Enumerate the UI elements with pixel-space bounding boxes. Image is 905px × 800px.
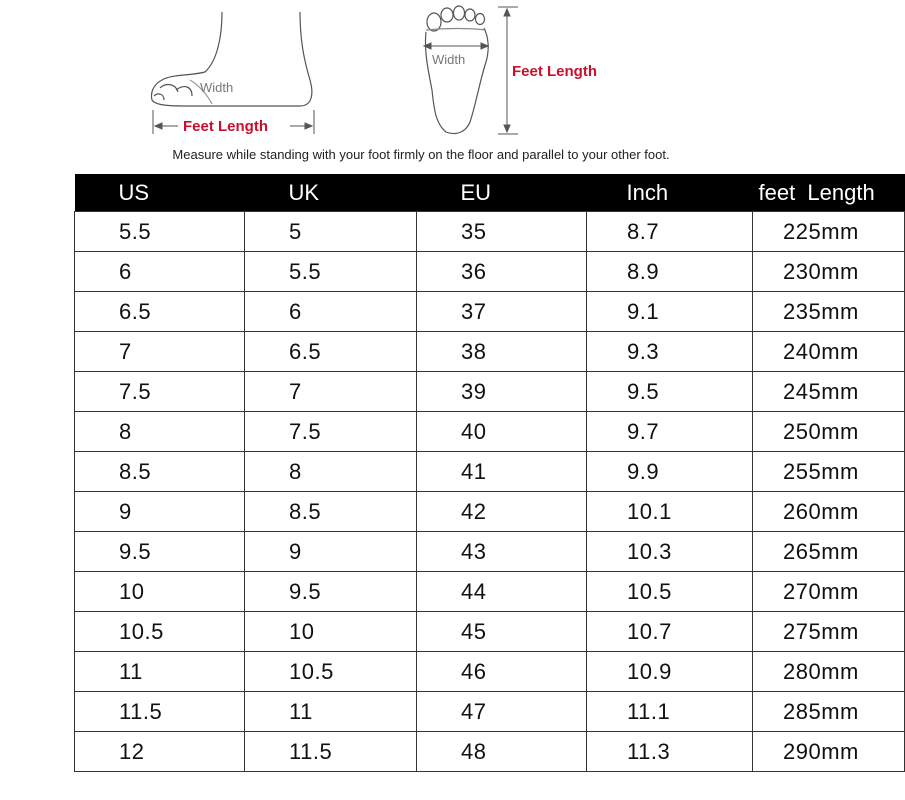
us-size-cell: 11.5 (75, 692, 245, 732)
table-row (75, 692, 905, 732)
us-size-cell: 6.5 (75, 292, 245, 332)
top-width-label: Width (432, 52, 466, 67)
table-row (75, 412, 905, 452)
us-size-cell: 5.5 (75, 212, 245, 252)
uk-size-cell: 11 (245, 692, 417, 732)
eu-size-cell: 37 (417, 292, 587, 332)
us-size-cell: 9 (75, 492, 245, 532)
size-rows (75, 212, 905, 772)
us-size-cell: 12 (75, 732, 245, 772)
us-size-cell: 9.5 (75, 532, 245, 572)
header-feet-length: feet Length (753, 174, 905, 212)
top-length-label: Feet Length (512, 63, 597, 80)
table-row (75, 652, 905, 692)
inch-size-cell: 10.5 (587, 572, 753, 612)
foot-length-cell: 260mm (753, 492, 905, 532)
table-row (75, 372, 905, 412)
inch-size-cell: 10.1 (587, 492, 753, 532)
uk-size-cell: 8.5 (245, 492, 417, 532)
foot-length-cell: 250mm (753, 412, 905, 452)
foot-length-cell: 275mm (753, 612, 905, 652)
eu-size-cell: 46 (417, 652, 587, 692)
uk-size-cell: 9.5 (245, 572, 417, 612)
eu-size-cell: 35 (417, 212, 587, 252)
us-size-cell: 10 (75, 572, 245, 612)
foot-length-cell: 270mm (753, 572, 905, 612)
foot-length-cell: 240mm (753, 332, 905, 372)
header-us: US (75, 174, 245, 212)
uk-size-cell: 7.5 (245, 412, 417, 452)
top-view-foot (425, 6, 488, 134)
table-row (75, 572, 905, 612)
inch-size-cell: 9.3 (587, 332, 753, 372)
table-header-row (75, 174, 905, 212)
eu-size-cell: 43 (417, 532, 587, 572)
us-size-cell: 11 (75, 652, 245, 692)
us-size-cell: 8 (75, 412, 245, 452)
foot-measurement-diagram (0, 0, 800, 170)
eu-size-cell: 39 (417, 372, 587, 412)
eu-size-cell: 44 (417, 572, 587, 612)
side-length-label: Feet Length (183, 118, 268, 135)
eu-size-cell: 38 (417, 332, 587, 372)
table-row (75, 212, 905, 252)
foot-length-cell: 265mm (753, 532, 905, 572)
top-width-arrow (424, 43, 488, 49)
inch-size-cell: 9.1 (587, 292, 753, 332)
uk-size-cell: 5.5 (245, 252, 417, 292)
eu-size-cell: 41 (417, 452, 587, 492)
table-row (75, 732, 905, 772)
table-row (75, 292, 905, 332)
uk-size-cell: 9 (245, 532, 417, 572)
inch-size-cell: 9.7 (587, 412, 753, 452)
us-size-cell: 6 (75, 252, 245, 292)
uk-size-cell: 7 (245, 372, 417, 412)
table-row (75, 612, 905, 652)
inch-size-cell: 10.9 (587, 652, 753, 692)
foot-length-cell: 225mm (753, 212, 905, 252)
inch-size-cell: 10.7 (587, 612, 753, 652)
table-row (75, 532, 905, 572)
uk-size-cell: 8 (245, 452, 417, 492)
eu-size-cell: 47 (417, 692, 587, 732)
eu-size-cell: 42 (417, 492, 587, 532)
us-size-cell: 7 (75, 332, 245, 372)
size-chart-table (74, 174, 905, 772)
foot-length-cell: 235mm (753, 292, 905, 332)
us-size-cell: 8.5 (75, 452, 245, 492)
inch-size-cell: 11.1 (587, 692, 753, 732)
table-row (75, 492, 905, 532)
table-row (75, 332, 905, 372)
foot-length-cell: 255mm (753, 452, 905, 492)
foot-length-cell: 230mm (753, 252, 905, 292)
header-uk: UK (245, 174, 417, 212)
side-width-label: Width (200, 80, 234, 95)
header-eu: EU (417, 174, 587, 212)
uk-size-cell: 10 (245, 612, 417, 652)
uk-size-cell: 6.5 (245, 332, 417, 372)
uk-size-cell: 11.5 (245, 732, 417, 772)
inch-size-cell: 11.3 (587, 732, 753, 772)
foot-length-cell: 285mm (753, 692, 905, 732)
uk-size-cell: 10.5 (245, 652, 417, 692)
measure-instruction: Measure while standing with your foot firmly on the floor and parallel to your other foot. (172, 147, 670, 162)
uk-size-cell: 5 (245, 212, 417, 252)
table-row (75, 452, 905, 492)
foot-length-cell: 280mm (753, 652, 905, 692)
inch-size-cell: 9.9 (587, 452, 753, 492)
eu-size-cell: 45 (417, 612, 587, 652)
eu-size-cell: 48 (417, 732, 587, 772)
inch-size-cell: 8.7 (587, 212, 753, 252)
foot-illustration (0, 0, 800, 170)
inch-size-cell: 10.3 (587, 532, 753, 572)
inch-size-cell: 9.5 (587, 372, 753, 412)
table-row (75, 252, 905, 292)
us-size-cell: 10.5 (75, 612, 245, 652)
eu-size-cell: 40 (417, 412, 587, 452)
foot-length-cell: 290mm (753, 732, 905, 772)
eu-size-cell: 36 (417, 252, 587, 292)
uk-size-cell: 6 (245, 292, 417, 332)
foot-length-cell: 245mm (753, 372, 905, 412)
us-size-cell: 7.5 (75, 372, 245, 412)
header-inch: Inch (587, 174, 753, 212)
inch-size-cell: 8.9 (587, 252, 753, 292)
